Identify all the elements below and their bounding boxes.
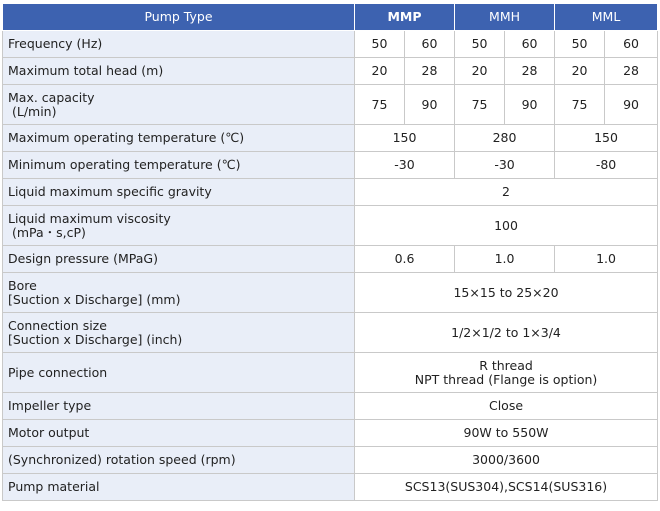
cell-value: 28	[505, 58, 555, 85]
cell-value: 60	[605, 31, 658, 58]
cell-value: 150	[555, 125, 658, 152]
cell-value: 50	[455, 31, 505, 58]
table-row	[3, 273, 658, 313]
cell-value: Close	[355, 393, 658, 420]
model-header-mmh: MMH	[455, 4, 555, 31]
cell-value: -80	[555, 152, 658, 179]
row-label-pipe: Pipe connection	[3, 353, 355, 393]
cell-value: 28	[605, 58, 658, 85]
row-label-material: Pump material	[3, 474, 355, 501]
cell-value: 75	[555, 85, 605, 125]
label-line: [Suction x Discharge] (inch)	[8, 331, 183, 347]
cell-value	[355, 353, 658, 393]
label-line: Connection size	[8, 317, 107, 333]
row-label-pressure: Design pressure (MPaG)	[3, 246, 355, 273]
row-label-head: Maximum total head (m)	[3, 58, 355, 85]
value-line: NPT thread (Flange is option)	[414, 371, 598, 387]
table-row	[3, 313, 658, 353]
table-row	[3, 125, 658, 152]
row-label-connection	[3, 313, 355, 353]
cell-value: 20	[555, 58, 605, 85]
row-label-frequency: Frequency (Hz)	[3, 31, 355, 58]
table-row	[3, 179, 658, 206]
row-label-capacity	[3, 85, 355, 125]
table-row	[3, 447, 658, 474]
cell-value: 3000/3600	[355, 447, 658, 474]
cell-value: 90	[505, 85, 555, 125]
cell-value: 1/2×1/2 to 1×3/4	[355, 313, 658, 353]
cell-value: 100	[355, 206, 658, 246]
table-row	[3, 31, 658, 58]
cell-value: -30	[355, 152, 455, 179]
cell-value: 150	[355, 125, 455, 152]
table-row	[3, 58, 658, 85]
cell-value: 20	[455, 58, 505, 85]
row-label-gravity: Liquid maximum specific gravity	[3, 179, 355, 206]
cell-value: 50	[355, 31, 405, 58]
row-label-max-temp: Maximum operating temperature (℃)	[3, 125, 355, 152]
cell-value: 50	[555, 31, 605, 58]
row-label-motor: Motor output	[3, 420, 355, 447]
cell-value: 0.6	[355, 246, 455, 273]
pump-type-header: Pump Type	[3, 4, 355, 31]
label-line: (mPa・s,cP)	[8, 224, 86, 240]
table-row	[3, 420, 658, 447]
cell-value: 75	[355, 85, 405, 125]
label-line: Bore	[8, 277, 37, 293]
cell-value: 28	[405, 58, 455, 85]
pump-spec-table	[2, 3, 658, 501]
table-row	[3, 393, 658, 420]
row-label-min-temp: Minimum operating temperature (℃)	[3, 152, 355, 179]
table-row	[3, 152, 658, 179]
cell-value: -30	[455, 152, 555, 179]
cell-value: 90	[605, 85, 658, 125]
label-line: [Suction x Discharge] (mm)	[8, 291, 181, 307]
cell-value: 75	[455, 85, 505, 125]
table-row	[3, 206, 658, 246]
row-label-viscosity	[3, 206, 355, 246]
table-row	[3, 85, 658, 125]
cell-value: 60	[505, 31, 555, 58]
cell-value: 1.0	[455, 246, 555, 273]
label-line: (L/min)	[8, 103, 57, 119]
label-line: Liquid maximum viscosity	[8, 210, 171, 226]
cell-value: 280	[455, 125, 555, 152]
model-header-mml: MML	[555, 4, 658, 31]
header-row	[3, 4, 658, 31]
cell-value: 60	[405, 31, 455, 58]
cell-value: 15×15 to 25×20	[355, 273, 658, 313]
row-label-speed: (Synchronized) rotation speed (rpm)	[3, 447, 355, 474]
row-label-bore	[3, 273, 355, 313]
value-line: R thread	[479, 357, 533, 373]
table-row	[3, 474, 658, 501]
cell-value: 1.0	[555, 246, 658, 273]
table-row	[3, 353, 658, 393]
table-row	[3, 246, 658, 273]
label-line: Max. capacity	[8, 89, 95, 105]
model-header-mmp: MMP	[355, 4, 455, 31]
cell-value: 2	[355, 179, 658, 206]
cell-value: 90	[405, 85, 455, 125]
cell-value: 90W to 550W	[355, 420, 658, 447]
row-label-impeller: Impeller type	[3, 393, 355, 420]
cell-value: SCS13(SUS304),SCS14(SUS316)	[355, 474, 658, 501]
cell-value: 20	[355, 58, 405, 85]
